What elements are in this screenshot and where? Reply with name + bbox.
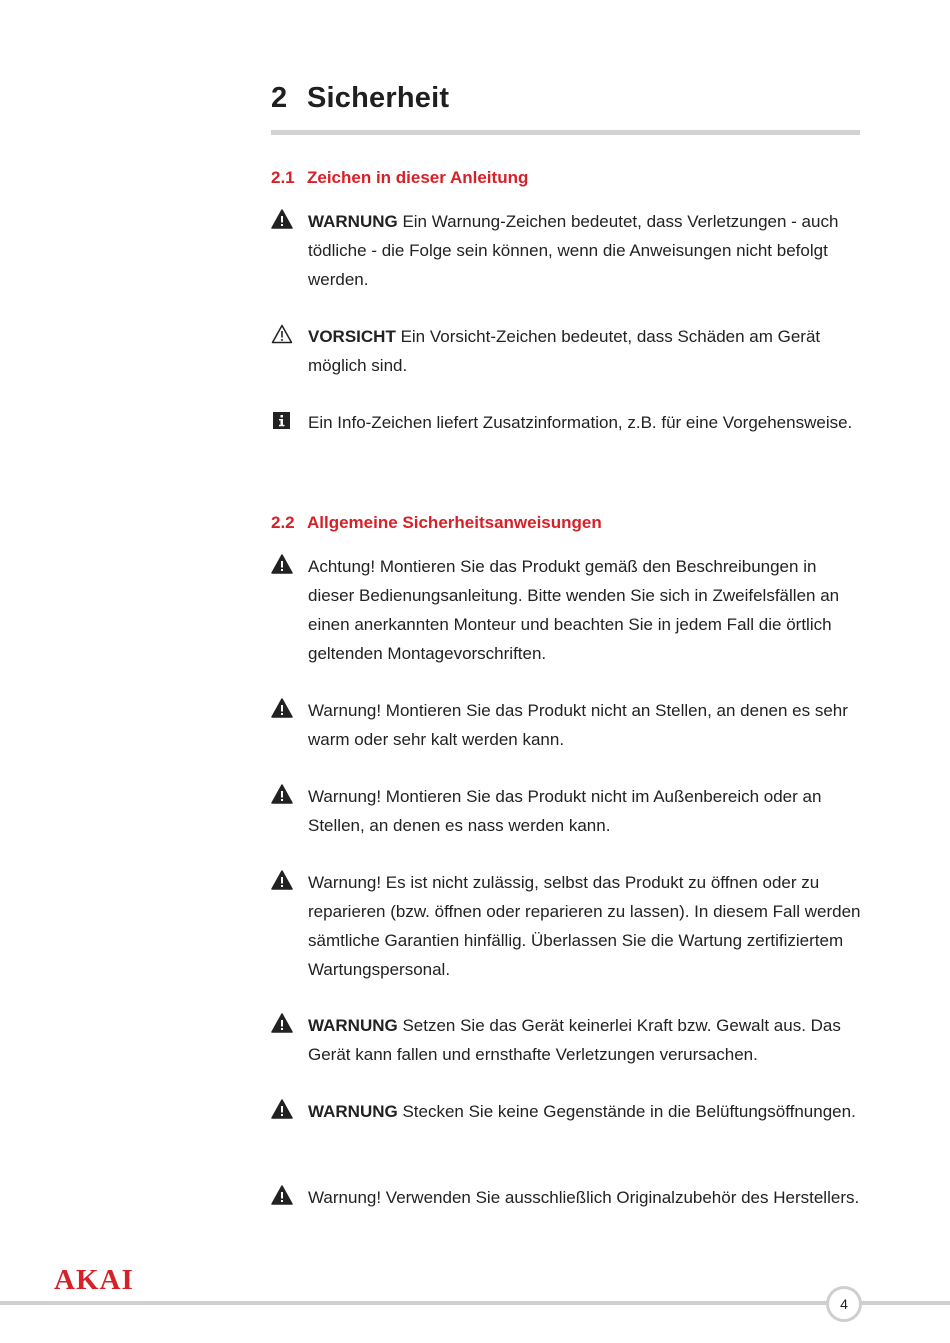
- notice-text: VORSICHT Ein Vorsicht-Zeichen bedeutet, dass Schäden am Gerät möglich sind.: [308, 327, 821, 375]
- page-number: 4: [826, 1286, 862, 1322]
- akai-logo: AKAI: [54, 1264, 134, 1296]
- notice-text: WARNUNG Ein Warnung-Zeichen bedeutet, dass Verletzungen - auch tödliche - die Folge sein können, wenn die Anweisungen nicht befolgt werden.: [308, 212, 839, 289]
- notice-vents: [271, 1097, 863, 1126]
- section-number: 2.1: [271, 168, 295, 187]
- warning-icon: [271, 1013, 293, 1033]
- notice-accessories: [271, 1183, 863, 1212]
- notice-force: [271, 1011, 863, 1069]
- warning-icon: [271, 1185, 293, 1205]
- notice-text: Ein Info-Zeichen liefert Zusatzinformation, z.B. für eine Vorgehensweise.: [308, 413, 853, 432]
- section-title: Zeichen in dieser Anleitung: [307, 168, 529, 187]
- section-heading-2-2: [271, 513, 602, 533]
- section-heading-2-1: [271, 168, 528, 188]
- notice-mounting: [271, 552, 863, 668]
- info-icon: [271, 410, 293, 430]
- warning-icon: [271, 698, 293, 718]
- notice-text: Warnung! Montieren Sie das Produkt nicht an Stellen, an denen es sehr warm oder sehr kalt werden kann.: [308, 701, 848, 749]
- section-number: 2.2: [271, 513, 295, 532]
- title-underline: [271, 130, 860, 135]
- warning-icon: [271, 870, 293, 890]
- chapter-number: 2: [271, 82, 288, 114]
- notice-caution-definition: [271, 322, 863, 380]
- notice-outdoor: [271, 782, 863, 840]
- warning-icon: [271, 784, 293, 804]
- notice-text: Warnung! Verwenden Sie ausschließlich Originalzubehör des Herstellers.: [308, 1188, 860, 1207]
- warning-icon: [271, 1099, 293, 1119]
- footer-rule: [0, 1301, 950, 1305]
- notice-text: Warnung! Montieren Sie das Produkt nicht im Außenbereich oder an Stellen, an denen es nass werden kann.: [308, 787, 822, 835]
- notice-temperature: [271, 696, 863, 754]
- page-title: [271, 82, 449, 115]
- notice-text: WARNUNG Setzen Sie das Gerät keinerlei Kraft bzw. Gewalt aus. Das Gerät kann fallen und ernsthafte Verletzungen verursachen.: [308, 1016, 841, 1064]
- section-title: Allgemeine Sicherheitsanweisungen: [307, 513, 602, 532]
- caution-icon: [271, 324, 293, 344]
- notice-text: Achtung! Montieren Sie das Produkt gemäß den Beschreibungen in dieser Bedienungsanleitung. Bitte wenden Sie sich in Zweifelsfällen an einen anerkannten Monteur und beachten Sie in jedem Fall die örtlich geltenden Montagevorschriften.: [308, 557, 840, 663]
- notice-text: WARNUNG Stecken Sie keine Gegenstände in die Belüftungsöffnungen.: [308, 1102, 856, 1121]
- warning-icon: [271, 554, 293, 574]
- notice-info-definition: [271, 408, 863, 437]
- notice-repair: [271, 868, 863, 984]
- chapter-title: Sicherheit: [307, 82, 450, 114]
- notice-text: Warnung! Es ist nicht zulässig, selbst das Produkt zu öffnen oder zu reparieren (bzw. öffnen oder reparieren zu lassen). In diesem Fall werden sämtliche Garantien hinfällig. Überlassen Sie die Wartung zertifiziertem Wartungspersonal.: [308, 873, 861, 979]
- warning-icon: [271, 209, 293, 229]
- notice-warning-definition: [271, 207, 863, 294]
